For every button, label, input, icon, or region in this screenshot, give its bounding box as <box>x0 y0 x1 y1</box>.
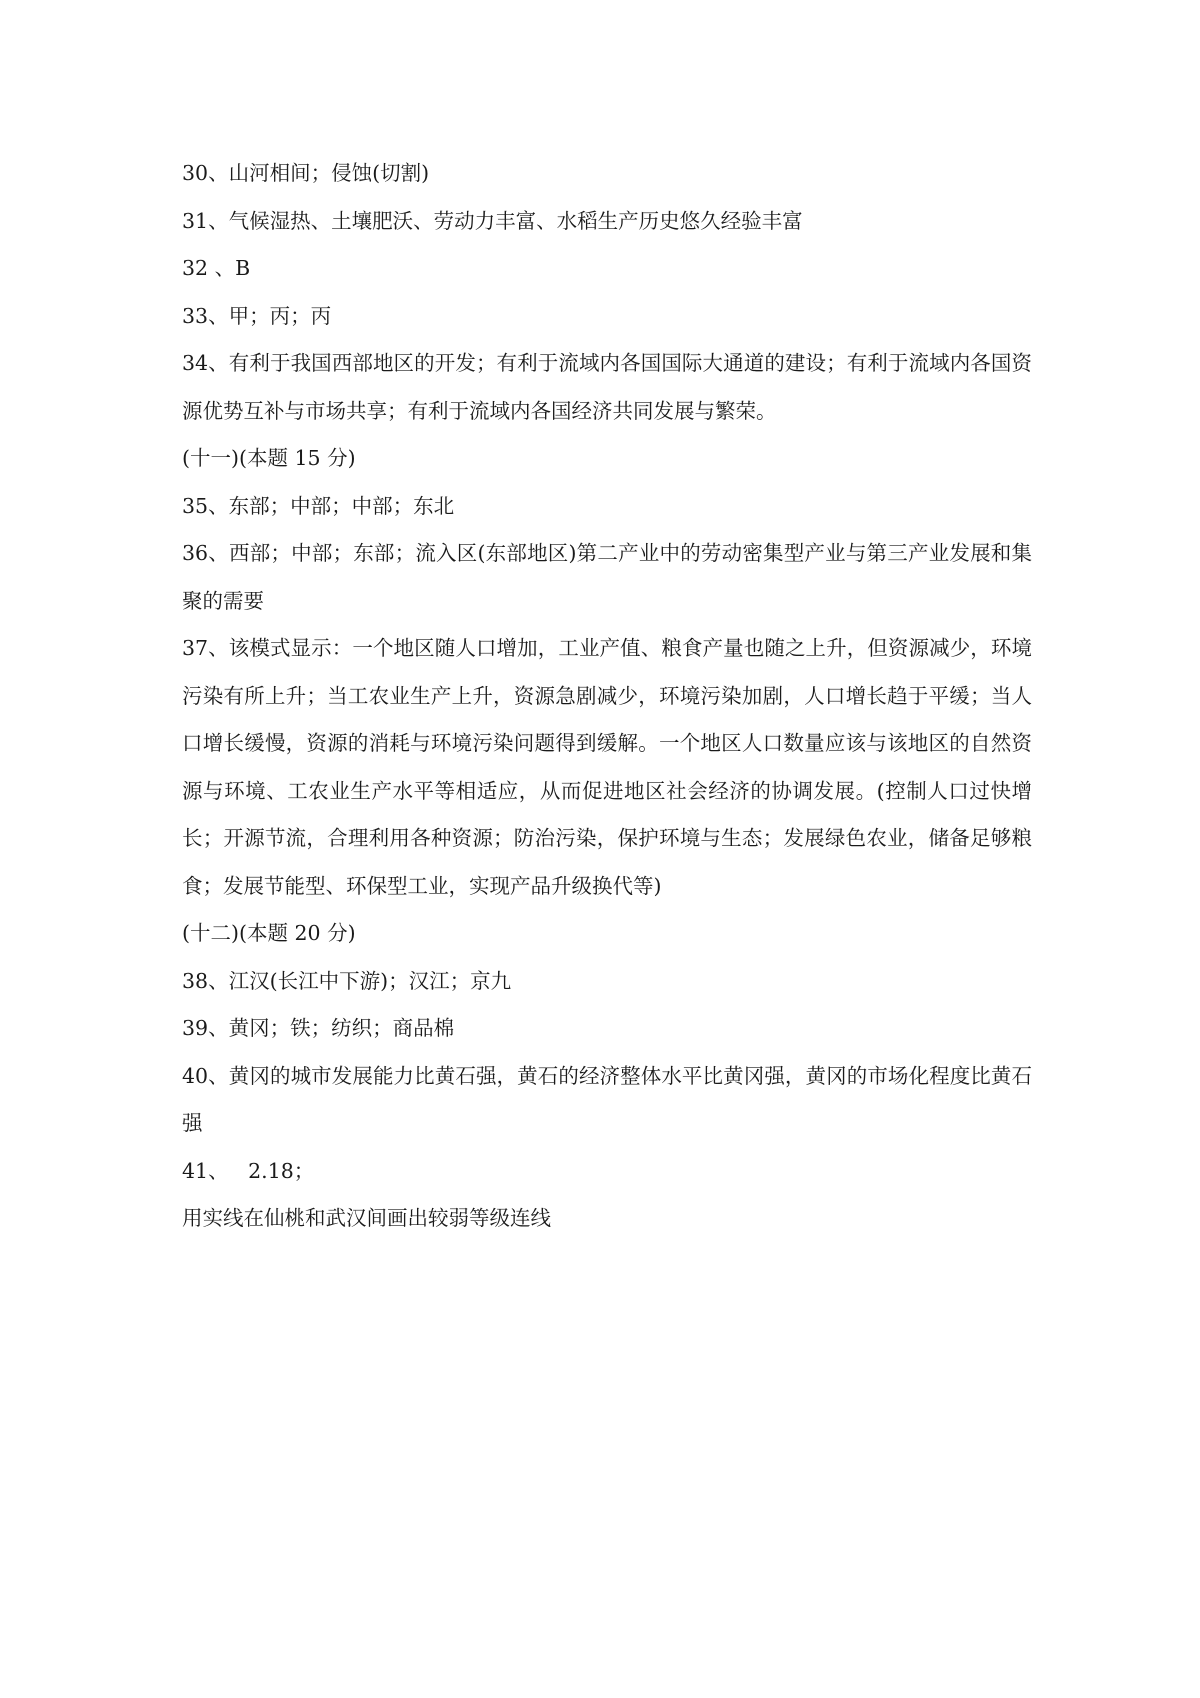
answer-39: 39、黄冈；铁；纺织；商品棉 <box>182 1016 455 1040</box>
answer-34: 34、有利于我国西部地区的开发；有利于流域内各国国际大通道的建设；有利于流域内各国资源优势互补与市场共享；有利于流域内各国经济共同发展与繁荣。 <box>182 351 1032 423</box>
answer-31: 31、气候湿热、土壤肥沃、劳动力丰富、水稻生产历史悠久经验丰富 <box>182 208 803 233</box>
section-heading-12: (十二)(本题 20 分) <box>182 921 356 945</box>
answer-41-drawing-note: 用实线在仙桃和武汉间画出较弱等级连线 <box>182 1206 551 1230</box>
answer-text-body <box>182 150 1032 1243</box>
answer-37: 37、该模式显示：一个地区随人口增加，工业产值、粮食产量也随之上升，但资源减少，环境污染有所上升；当工农业生产上升，资源急剧减少，环境污染加剧，人口增长趋于平缓；当人口增长缓慢，资源的消耗与环境污染问题得到缓解。一个地区人口数量应该与该地区的自然资源与环境、工农业生产水平等相适应，从而促进地区社会经济的协调发展。(控制人口过快增长；开源节流，合理利用各种资源；防治污染，保护环境与生态；发展绿色农业，储备足够粮食；发展节能型、环保型工业，实现产品升级换代等) <box>182 636 1032 898</box>
answer-32: 32 、B <box>182 256 251 280</box>
answer-35: 35、东部；中部；中部；东北 <box>182 493 455 518</box>
answer-38: 38、江汉(长江中下游)；汉江；京九 <box>182 968 512 993</box>
answer-36: 36、西部；中部；东部；流入区(东部地区)第二产业中的劳动密集型产业与第三产业发展和集聚的需要 <box>182 541 1032 613</box>
answer-40: 40、黄冈的城市发展能力比黄石强，黄石的经济整体水平比黄冈强，黄冈的市场化程度比黄石强 <box>182 1063 1032 1135</box>
section-heading-11: (十一)(本题 15 分) <box>182 446 356 470</box>
answer-33: 33、甲；丙；丙 <box>182 303 332 328</box>
answer-30: 30、山河相间；侵蚀(切割) <box>182 161 430 185</box>
answer-41: 41、 2.18； <box>182 1158 315 1183</box>
